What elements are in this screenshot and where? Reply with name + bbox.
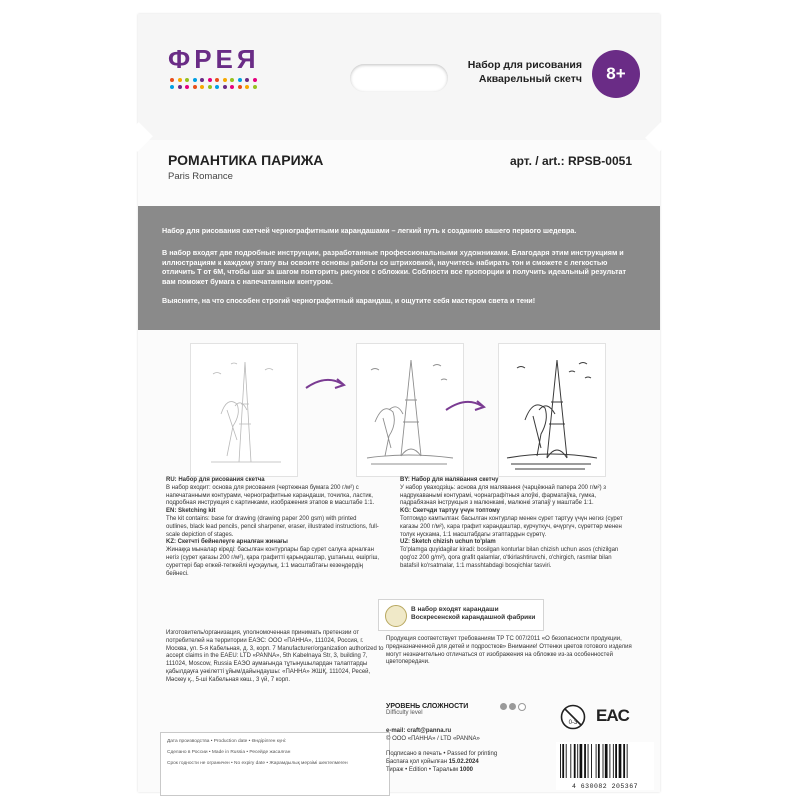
- stage-3-illustration: [498, 343, 606, 477]
- brand-dot: [193, 85, 197, 89]
- barcode-bars: [556, 742, 654, 782]
- barcode-bar: [574, 744, 576, 778]
- brand-dot: [245, 85, 249, 89]
- difficulty-dot: [518, 703, 526, 711]
- brand-dot: [185, 85, 189, 89]
- brand-dot: [200, 85, 204, 89]
- production-date-panel: [160, 732, 390, 796]
- lang-uz-text: To'plamga quyidagilar kiradi: bosilgan konturlar bilan chizish uchun asos (chizilgan qog'oz 200 g/m²), qora grafit qalamlar, o'tkirlashtiruvchi, o'chirgich, rasmlar bilan batafsil ko'rsatmalar, 1:1 masshtabdagi bosqichlar tasviri.: [400, 547, 619, 569]
- lang-ru-text: В набор входит: основа для рисования (чертежная бумага 200 г/м²) с напечатанными контурами, чернографитные карандаши, точилка, ластик, подробная инструкция с картинками, изображения этапов в масштабе 1:1.: [166, 484, 375, 507]
- barcode-bar: [613, 744, 614, 778]
- print-edition: 1000: [459, 767, 474, 774]
- lang-kz-heading: KZ: Скетчті бейнелеуге арналған жинағы: [166, 539, 288, 546]
- certification-text: Продукция соответствует требованиям ТР ТС 007/2011 «О безопасности продукции, предназначенной для детей и подростков» Внимание! Оттенки цветов готового изделия могут незначительно отличаться от изображения на обложке из-за особенностей цветопередачи.: [386, 636, 632, 666]
- barcode-bar: [580, 744, 583, 778]
- lang-by-heading: BY: Набор для малявання скетчу: [400, 477, 499, 483]
- lang-uz-heading: UZ: Sketch chizish uchun to'plam: [400, 539, 496, 546]
- brand-dot: [253, 78, 257, 82]
- description-p3: Выясните, на что способен строгий чернографитный карандаш, и ощутите себя мастером света и тени!: [162, 296, 536, 305]
- product-subtitle: Paris Romance: [168, 171, 233, 182]
- brand-dot: [170, 78, 174, 82]
- kit-type: [468, 58, 582, 86]
- lang-en-text: The kit contains: base for drawing (drawing paper 200 gsm) with printed outlines, black lead pencils, pencil sharpener, eraser, illustrated instructions, full-scale depiction of stages.: [166, 515, 379, 538]
- stage-1-illustration: [190, 343, 298, 477]
- barcode-bar: [619, 744, 622, 778]
- hang-hole: [350, 64, 448, 92]
- brand-dot: [193, 78, 197, 82]
- print-line3-label: Тираж • Edition • Таралым: [386, 767, 460, 774]
- age-mark-text: 0-3: [568, 720, 578, 726]
- made-in-label: Сделано в России • Made in Russia • Ресейде жасалған: [167, 750, 291, 755]
- barcode-bar: [627, 744, 628, 778]
- brand-dots: [170, 78, 260, 98]
- print-line2-label: Баспаға қол қойылған: [386, 759, 449, 766]
- brand-dot: [200, 78, 204, 82]
- description-band: [138, 206, 660, 330]
- lang-ru-heading: RU: Набор для рисования скетча: [166, 477, 265, 483]
- brand-dot: [245, 78, 249, 82]
- brand-dot: [238, 78, 242, 82]
- difficulty-dot: [500, 703, 507, 710]
- brand-dot: [215, 85, 219, 89]
- barcode-bar: [596, 744, 597, 778]
- brand-dot: [238, 85, 242, 89]
- brand-dot: [253, 85, 257, 89]
- brand-dot: [223, 85, 227, 89]
- kit-type-line1: Набор для рисования: [467, 59, 582, 71]
- difficulty-dot: [509, 703, 516, 710]
- description-p1: Набор для рисования скетчей чернографитными карандашами – легкий путь к созданию вашего первого шедевра.: [162, 226, 577, 235]
- barcode-bar: [577, 744, 578, 778]
- barcode-bar: [605, 744, 608, 778]
- kit-type-line2: Акварельный скетч: [478, 73, 582, 85]
- arrow-icon: [444, 396, 488, 418]
- brand-dot: [230, 78, 234, 82]
- lang-by-text: У набор уваходзіць: аснова для малявання (чарцёжнай папера 200 г/м²) з надрукаванымі контурамі, чорнаграфітныя алоўкі, фарматаўка, гумка, падрабязная інструкцыя з малюнкамі, малюнкі этапаў у маштабе 1:1.: [400, 484, 607, 507]
- pencil-badge-line2: Воскресенской карандашной фабрики: [411, 614, 536, 621]
- brand-dot: [223, 78, 227, 82]
- difficulty-label: УРОВЕНЬ СЛОЖНОСТИ: [386, 703, 469, 710]
- barcode-bar: [562, 744, 564, 778]
- package-back: [138, 14, 660, 792]
- barcode-bar: [615, 744, 617, 778]
- article-number: арт. / art.: RPSB-0051: [509, 154, 632, 168]
- lang-column-right: [400, 477, 632, 571]
- difficulty-level: [386, 703, 468, 716]
- brand-dot: [185, 78, 189, 82]
- eac-mark: EAC: [596, 706, 629, 725]
- lang-kg-text: Топтомдо камтылган: басылган контурлар менен сурет тартуу үчүн негиз (сурет кагазы 200 г/м²), кара графит карандаштар, курчуткуч, өчүргүч, сүрөттөр менен толук нускама, 1:1 масштабдагы этаптардын сүрөтү.: [400, 515, 623, 538]
- lang-en-heading: EN: Sketching kit: [166, 508, 216, 515]
- barcode-bar: [566, 744, 567, 778]
- lang-column-left: [166, 477, 380, 578]
- barcode-bar: [570, 744, 571, 778]
- barcode-bar: [591, 744, 592, 778]
- brand-dot: [178, 78, 182, 82]
- brand-dot: [215, 78, 219, 82]
- product-title: РОМАНТИКА ПАРИЖА: [168, 152, 324, 168]
- contacts: [386, 728, 480, 744]
- pencil-factory-badge: [378, 599, 544, 631]
- pencil-badge-line1: В набор входят карандаши: [411, 606, 499, 613]
- barcode-bar: [603, 744, 604, 778]
- brand-dot: [230, 85, 234, 89]
- brand-logo: [168, 44, 258, 100]
- brand-name: ФРЕЯ: [168, 44, 260, 74]
- print-date: 15.02.2024: [448, 759, 479, 766]
- barcode-bar: [584, 744, 586, 778]
- lang-kg-heading: KG: Скетчди тартуу үчүн топтому: [400, 508, 500, 515]
- barcode-bar: [560, 744, 561, 778]
- barcode: [556, 742, 654, 790]
- barcode-bar: [609, 744, 610, 778]
- difficulty-label-en: Difficulty level: [386, 710, 423, 716]
- contact-email: e-mail: craft@panna.ru: [386, 728, 452, 734]
- print-info: [386, 750, 497, 775]
- brand-dot: [208, 78, 212, 82]
- brand-dot: [178, 85, 182, 89]
- description-p2: В набор входят две подробные инструкции, разработанные профессиональными художниками. Благодаря этим инструкциям и иллюстрациям к каждому этапу вы освоите основы работы со штриховкой, научитесь набирать тон и сможете с легкостью отличить Т от 6М, чтобы шаг за шагом повторить рисунок с обложки. Соблюсти все пропорции и получить идеальный результат вам поможет бумага с напечатанным контуром.: [162, 248, 627, 286]
- brand-dot: [170, 85, 174, 89]
- copyright: © ООО «ПАННА» / LTD «PANNA»: [386, 735, 480, 742]
- manufacturer-info: Изготовитель/организация, уполномоченная принимать претензии от потребителей на территории ЕАЭС: ООО «ПАННА», 111024, Россия, г. Москва, ул. 5-я Кабельная, д. 3, корп. 7 Manufacturer/organization authorized to accept claims in the EAEU: LTD «PANNA», 5th Kabelnaya Str, 3, building 7, 111024, Moscow, Russia ЕАЭО аумағында тұтынушылардан талаптарды қабылдауға уәкілетті ұйым/дайындаушы: «ПАННА» ЖШҚ, 111024, Ресей, Мәскеу қ., 5-ші Кабельная көш., 3 үй, 7 корп.: [166, 630, 384, 683]
- barcode-bar: [588, 744, 589, 778]
- barcode-number: 4 630082 205367: [571, 783, 638, 790]
- brand-dot: [208, 85, 212, 89]
- arrow-icon: [304, 374, 348, 396]
- lang-kz-text: Жинаққа мыналар кіреді: басылған контурлары бар сурет салуға арналған негіз (сурет қағазы 200 г/м²), қара графитті қарындаштар, ұштағыш, өшіргіш, суреттері бар егжей-тегжейлі нұсқаулық, 1:1 масштабтағы кезеңдердің бейнесі.: [166, 547, 380, 577]
- age-warning-icon: [560, 704, 586, 730]
- print-line1: Подписано в печать • Passed for printing: [386, 751, 498, 757]
- expiry-label: Срок годности не ограничен • No expiry date • Жарамдылық мерзімі шектелмеген: [167, 761, 348, 766]
- age-badge: 8+: [592, 50, 640, 98]
- barcode-bar: [598, 744, 600, 778]
- barcode-bar: [623, 744, 625, 778]
- production-date-label: Дата производства • Production date • Өндірілген күні:: [167, 739, 287, 744]
- pencil-factory-icon: [385, 605, 407, 627]
